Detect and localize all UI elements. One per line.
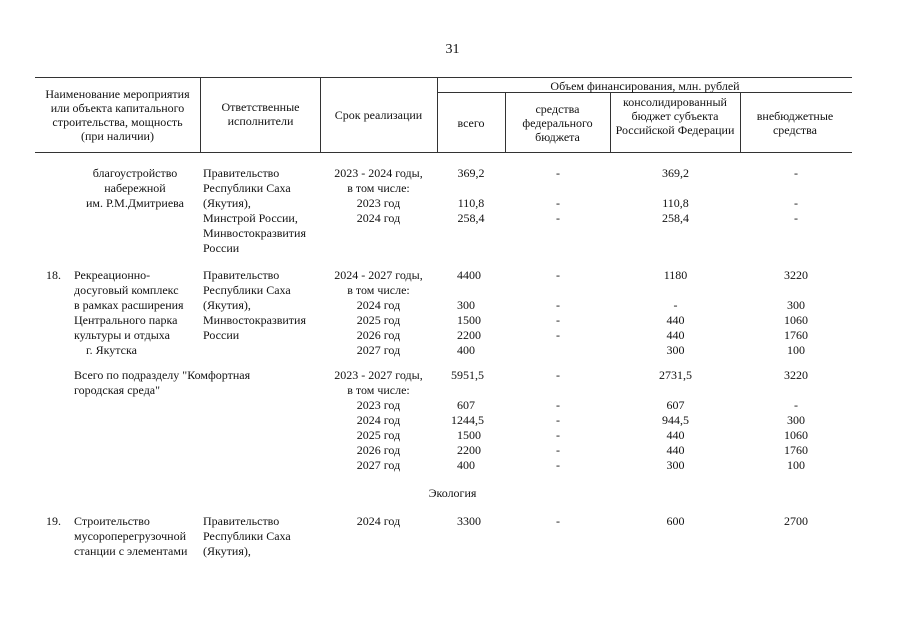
total-cell: 1500: [457, 313, 481, 327]
row-resp-line: (Якутия),: [203, 298, 251, 312]
row-number: 19.: [46, 514, 61, 528]
header-name: Наименование мероприятия или объекта капитального строительства, мощность (при наличии): [45, 87, 190, 143]
federal-cell: -: [556, 514, 560, 528]
row-name-line: Рекреационно-: [74, 268, 151, 282]
header-total: всего: [457, 116, 485, 130]
header-divider: [437, 77, 438, 152]
header-divider: [740, 92, 741, 152]
regional-cell: 440: [666, 313, 685, 327]
extra-cell: 3220: [784, 268, 808, 282]
row-resp-line: Правительство: [203, 166, 280, 180]
row-resp-line: России: [203, 328, 240, 342]
total-cell: 258,4: [457, 211, 485, 225]
period-cell: 2023 - 2027 годы,: [334, 368, 423, 382]
extra-cell: 100: [787, 343, 805, 357]
regional-cell: 300: [666, 458, 685, 472]
period-cell: 2024 - 2027 годы,: [334, 268, 423, 282]
row-name-line: мусороперегрузочной: [74, 529, 186, 543]
regional-cell: 369,2: [662, 166, 689, 180]
extra-cell: -: [794, 211, 798, 225]
row-name-line: досуговый комплекс: [74, 283, 179, 297]
row-name-line: Строительство: [74, 514, 150, 528]
federal-cell: -: [556, 398, 560, 412]
period-cell: 2025 год: [356, 313, 401, 327]
extra-cell: 1760: [784, 443, 808, 457]
regional-cell: 300: [666, 343, 685, 357]
row-resp-line: (Якутия),: [203, 544, 251, 558]
header-bottom-rule: [35, 152, 852, 153]
regional-cell: 440: [666, 428, 685, 442]
header-divider: [505, 92, 506, 152]
subtotal-label-line: Всего по подразделу "Комфортная: [74, 368, 251, 382]
row-name-line: набережной: [104, 181, 166, 195]
regional-cell: 2731,5: [659, 368, 692, 382]
total-cell: 607: [457, 398, 475, 412]
regional-cell: 600: [666, 514, 685, 528]
federal-cell: -: [556, 298, 560, 312]
period-cell: 2023 - 2024 годы,: [334, 166, 423, 180]
row-name-line: им. Р.М.Дмитриева: [85, 196, 185, 210]
federal-cell: -: [556, 458, 560, 472]
period-cell: 2027 год: [356, 343, 401, 357]
extra-cell: 300: [787, 413, 805, 427]
section-heading: Экология: [428, 486, 477, 500]
extra-cell: 3220: [784, 368, 808, 382]
subtotal-label-line: городская среда": [74, 383, 161, 397]
header-responsible: Ответственные исполнители: [221, 100, 300, 128]
extra-cell: 2700: [784, 514, 808, 528]
row-name-line: благоустройство: [92, 166, 178, 180]
row-resp-line: (Якутия),: [203, 196, 251, 210]
header-period: Срок реализации: [334, 108, 423, 122]
federal-cell: -: [556, 428, 560, 442]
period-cell: 2025 год: [356, 428, 401, 442]
extra-cell: 1760: [784, 328, 808, 342]
total-cell: 2200: [457, 443, 481, 457]
row-number: 18.: [46, 268, 61, 282]
period-cell: 2026 год: [356, 443, 401, 457]
row-resp-line: Республики Саха: [203, 529, 291, 543]
row-resp-line: России: [203, 241, 240, 255]
row-resp-line: Минвостокразвития: [203, 226, 306, 240]
total-cell: 5951,5: [451, 368, 484, 382]
period-cell: 2024 год: [356, 413, 401, 427]
period-cell: 2024 год: [356, 211, 401, 225]
extra-cell: 1060: [784, 428, 808, 442]
regional-cell: 944,5: [662, 413, 689, 427]
row-name-line: культуры и отдыха: [74, 328, 170, 342]
header-extra: внебюджетные средства: [756, 109, 834, 137]
extra-cell: -: [794, 166, 798, 180]
total-cell: 110,8: [457, 196, 485, 210]
row-resp-line: Минвостокразвития: [203, 313, 306, 327]
period-cell: 2024 год: [356, 514, 401, 528]
header-divider: [610, 92, 611, 152]
period-cell: 2023 год: [356, 398, 401, 412]
federal-cell: -: [556, 211, 560, 225]
period-cell: 2023 год: [356, 196, 401, 210]
row-name-line: в рамках расширения: [74, 298, 184, 312]
federal-cell: -: [556, 166, 560, 180]
period-cell: 2026 год: [356, 328, 401, 342]
page-number: 31: [445, 42, 460, 57]
extra-cell: -: [794, 196, 798, 210]
regional-cell: -: [673, 298, 678, 312]
regional-cell: 607: [666, 398, 685, 412]
total-cell: 300: [457, 298, 475, 312]
row-name-line: станции с элементами: [74, 544, 188, 558]
federal-cell: -: [556, 413, 560, 427]
header-divider: [320, 77, 321, 152]
regional-cell: 1180: [663, 268, 688, 282]
total-cell: 2200: [457, 328, 481, 342]
federal-cell: -: [556, 196, 560, 210]
period-cell: в том числе:: [347, 181, 410, 195]
federal-cell: -: [556, 368, 560, 382]
extra-cell: -: [794, 398, 798, 412]
regional-cell: 440: [666, 328, 685, 342]
period-cell: в том числе:: [347, 383, 410, 397]
header-regional: консолидированный бюджет субъекта Российской Федерации: [615, 95, 735, 137]
header-federal: средства федерального бюджета: [522, 102, 593, 144]
extra-cell: 100: [787, 458, 805, 472]
federal-cell: -: [556, 443, 560, 457]
row-resp-line: Минстрой России,: [203, 211, 298, 225]
federal-cell: -: [556, 313, 560, 327]
period-cell: 2024 год: [356, 298, 401, 312]
header-top-rule: [35, 77, 852, 78]
total-cell: 3300: [457, 514, 481, 528]
row-resp-line: Правительство: [203, 268, 280, 282]
total-cell: 1500: [457, 428, 481, 442]
total-cell: 4400: [457, 268, 481, 282]
total-cell: 400: [457, 458, 475, 472]
row-name-line: Центрального парка: [74, 313, 178, 327]
header-divider: [200, 77, 201, 152]
regional-cell: 440: [666, 443, 685, 457]
extra-cell: 1060: [784, 313, 808, 327]
extra-cell: 300: [787, 298, 805, 312]
regional-cell: 258,4: [662, 211, 689, 225]
regional-cell: 110,8: [662, 196, 689, 210]
period-cell: в том числе:: [347, 283, 410, 297]
row-resp-line: Республики Саха: [203, 181, 291, 195]
row-resp-line: Республики Саха: [203, 283, 291, 297]
total-cell: 1244,5: [451, 413, 484, 427]
period-cell: 2027 год: [356, 458, 401, 472]
row-name-line: г. Якутска: [86, 343, 137, 357]
total-cell: 400: [457, 343, 475, 357]
total-cell: 369,2: [457, 166, 485, 180]
header-funding: Объем финансирования, млн. рублей: [550, 79, 740, 93]
row-resp-line: Правительство: [203, 514, 280, 528]
federal-cell: -: [556, 268, 560, 282]
federal-cell: -: [556, 328, 560, 342]
